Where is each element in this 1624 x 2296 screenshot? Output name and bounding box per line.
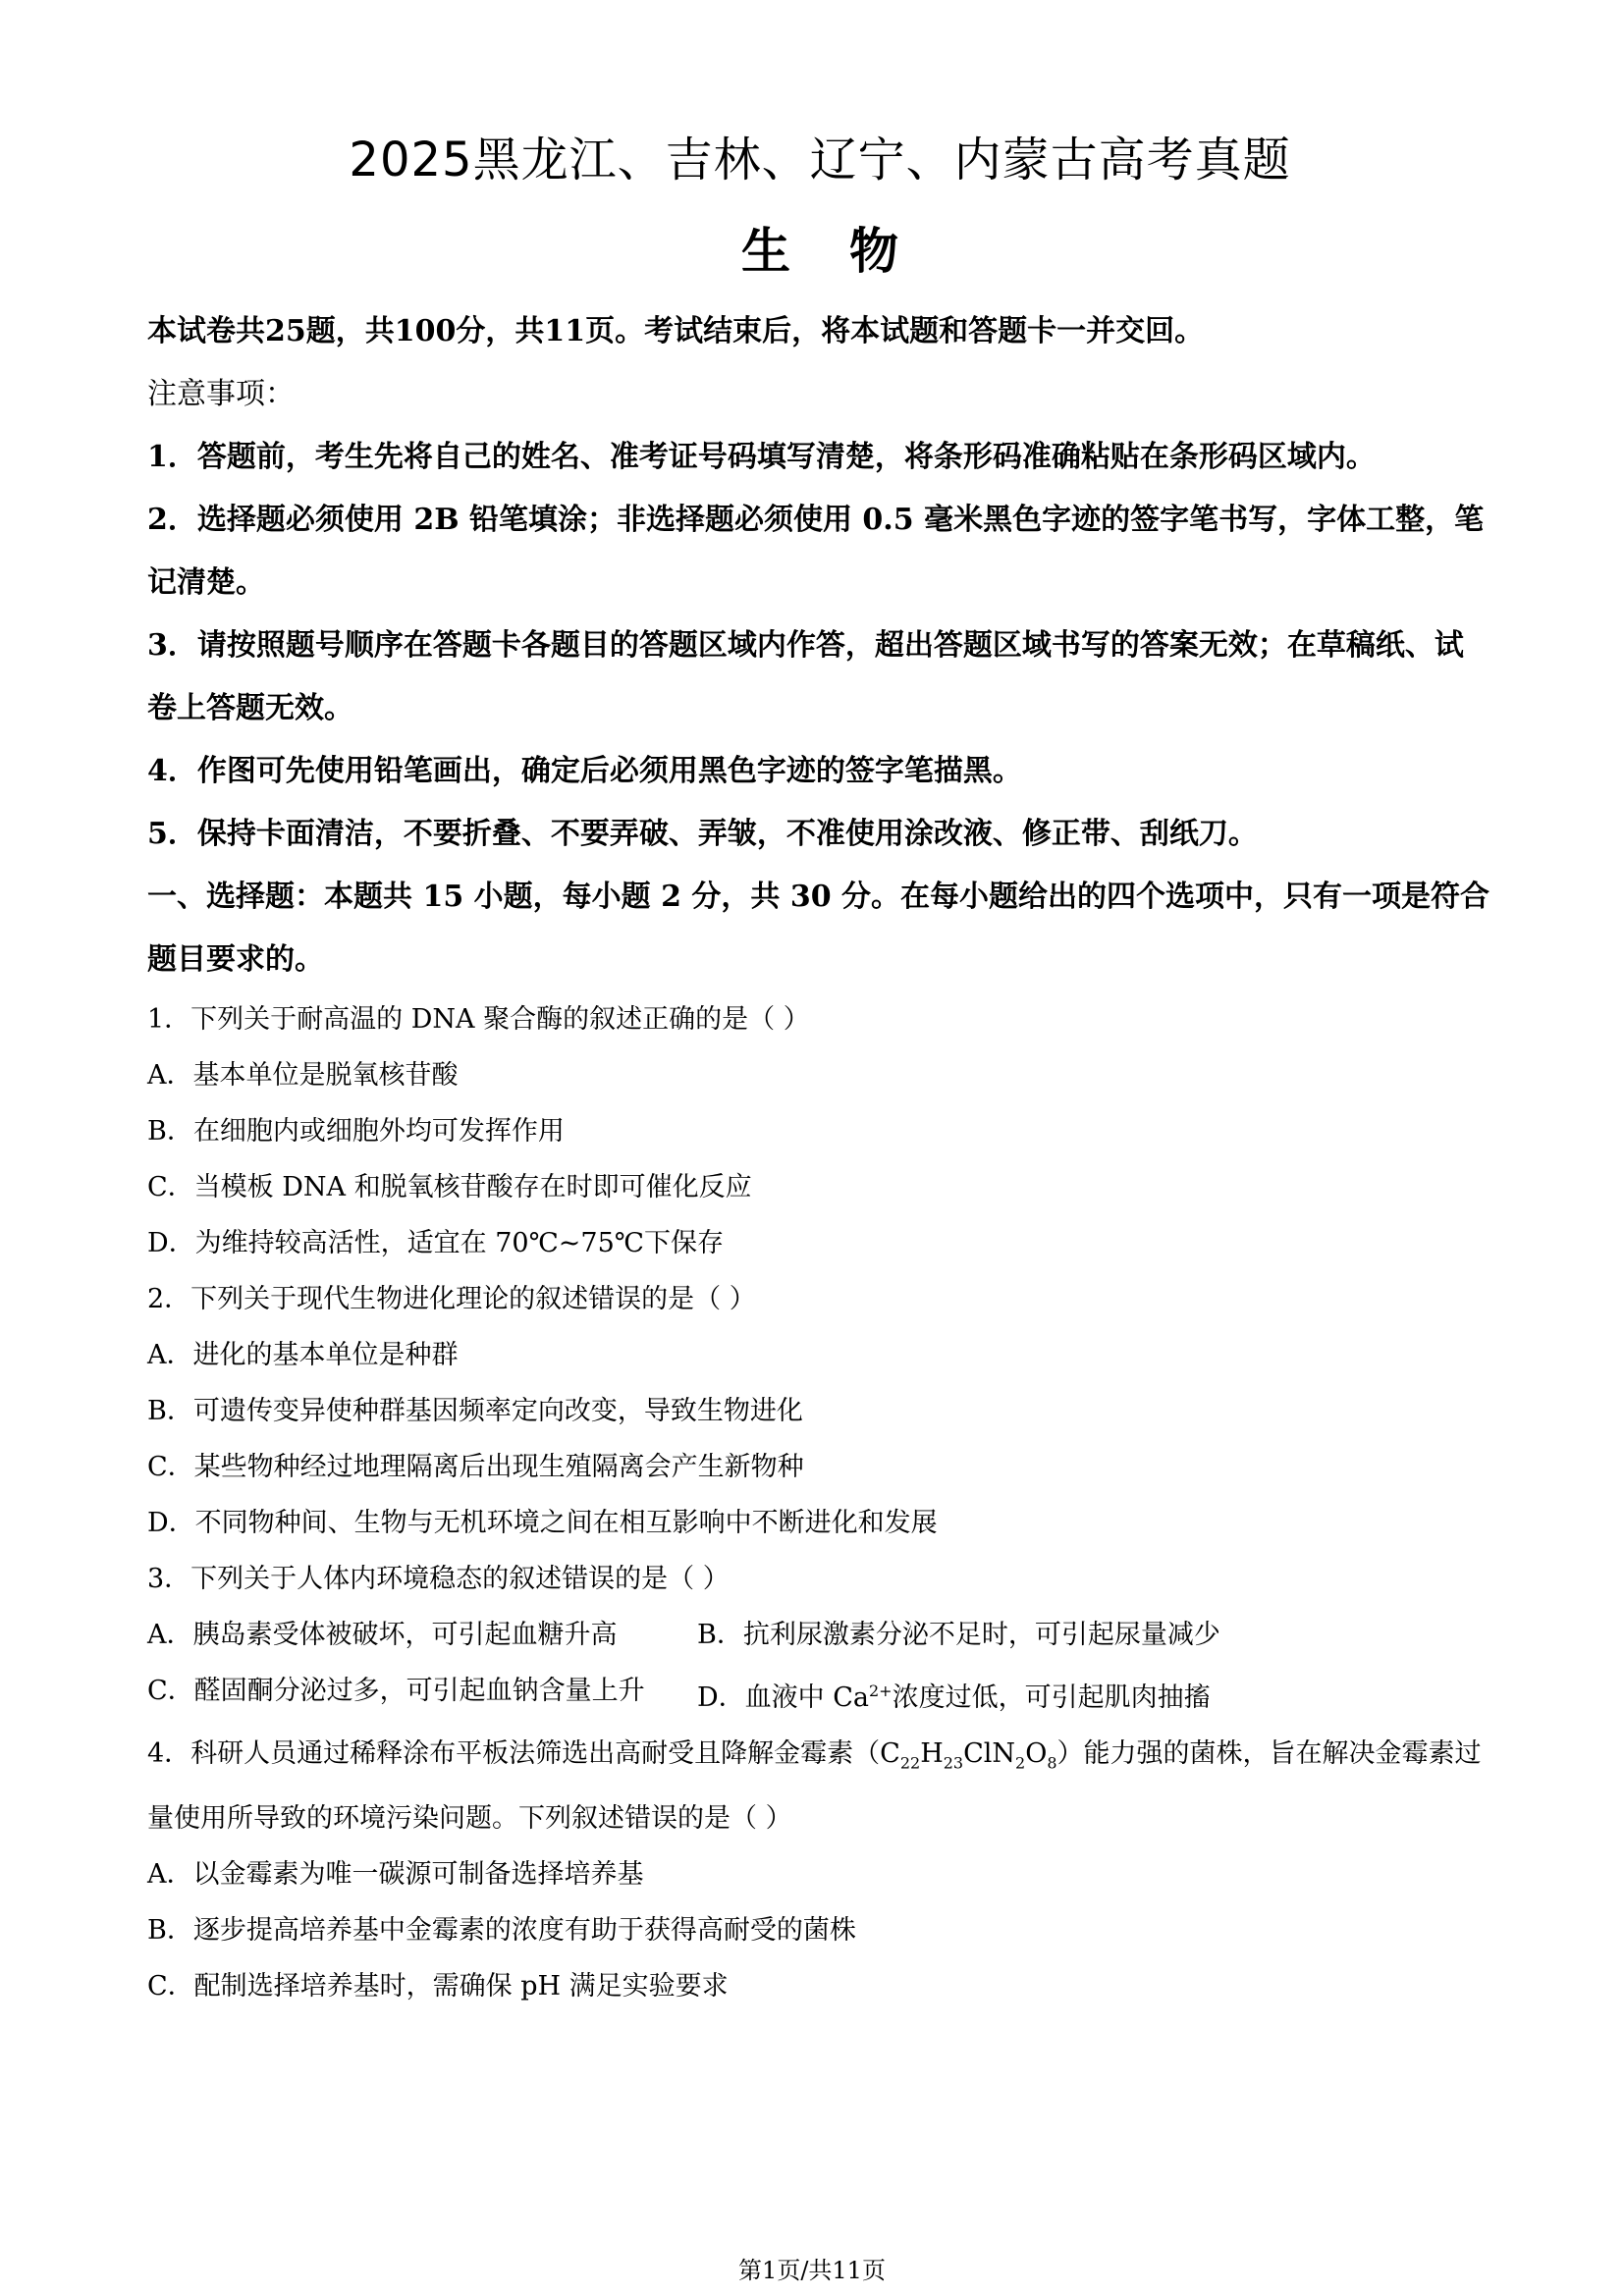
question-option: C．某些物种经过地理隔离后出现生殖隔离会产生新物种 — [147, 1452, 804, 1482]
question-option: B．抗利尿激素分泌不足时，可引起尿量减少 — [697, 1620, 1220, 1650]
option-row — [147, 1663, 1492, 1726]
question-option: A．基本单位是脱氧核苷酸 — [147, 1060, 459, 1091]
question-option: D．血液中 $Ca^{2+}$浓度过低，可引起肌肉抽搐 — [697, 1682, 1211, 1713]
exam-intro: 本试卷共25题，共100分，共11页。考试结束后，将本试题和答题卡一并交回。 — [147, 314, 1205, 348]
notice-item: 1．答题前，考生先将自己的姓名、准考证号码填写清楚，将条形码准确粘贴在条形码区域内。 — [147, 440, 1376, 474]
section-heading: 一、选择题：本题共 15 小题，每小题 2 分，共 30 分。在每小题给出的四个选项中，只有一项是符合题目要求的。 — [147, 880, 1490, 977]
question-option: D．不同物种间、生物与无机环境之间在相互影响中不断进化和发展 — [147, 1508, 938, 1538]
notice-heading: 注意事项： — [147, 377, 295, 411]
question-option: D．为维持较高活性，适宜在 70℃~75℃下保存 — [147, 1228, 724, 1258]
question-option: B．逐步提高培养基中金霉素的浓度有助于获得高耐受的菌株 — [147, 1915, 856, 1947]
notice-item: 4．作图可先使用铅笔画出，确定后必须用黑色字迹的签字笔描黑。 — [147, 754, 1022, 788]
question-option: C．醛固酮分泌过多，可引起血钠含量上升 — [147, 1676, 645, 1706]
option-row — [147, 1607, 1492, 1663]
notice-item: 2．选择题必须使用 2B 铅笔填涂；非选择题必须使用 0.5 毫米黑色字迹的签字笔书写，字体工整，笔记清楚。 — [147, 503, 1485, 600]
question-option: B．可遗传变异使种群基因频率定向改变，导致生物进化 — [147, 1396, 803, 1426]
question-stem: 2．下列关于现代生物进化理论的叙述错误的是（ ） — [147, 1284, 756, 1314]
question-option: A．进化的基本单位是种群 — [147, 1340, 459, 1370]
page-number: 第1页/共11页 — [738, 2257, 886, 2284]
question-option: C．配制选择培养基时，需确保 pH 满足实验要求 — [147, 1971, 729, 2002]
question-option: A．以金霉素为唯一碳源可制备选择培养基 — [147, 1859, 644, 1891]
subject-title: 生物 — [741, 223, 957, 280]
question-option: B．在细胞内或细胞外均可发挥作用 — [147, 1116, 565, 1147]
question-stem: 4．科研人员通过稀释涂布平板法筛选出高耐受且降解金霉素$(C_{22}H_{23}ClN_2O_8)$能力强的菌株，旨在解决金霉素过量使用所导致的环境污染问题。下列叙述错误的是（ ） — [147, 1738, 1482, 1835]
exam-page — [147, 118, 1492, 2014]
notice-item: 5．保持卡面清洁，不要折叠、不要弄破、弄皱，不准使用涂改液、修正带、刮纸刀。 — [147, 817, 1258, 851]
question-stem: 1．下列关于耐高温的 DNA 聚合酶的叙述正确的是（ ） — [147, 1004, 810, 1035]
question-option: A．胰岛素受体被破坏，可引起血糖升高 — [147, 1620, 618, 1650]
exam-title: 2025黑龙江、吉林、辽宁、内蒙古高考真题 — [349, 133, 1291, 187]
question-stem: 3．下列关于人体内环境稳态的叙述错误的是（ ） — [147, 1564, 730, 1594]
notice-item: 3．请按照题号顺序在答题卡各题目的答题区域内作答，超出答题区域书写的答案无效；在草稿纸、试卷上答题无效。 — [147, 628, 1464, 725]
question-option: C．当模板 DNA 和脱氧核苷酸存在时即可催化反应 — [147, 1172, 752, 1202]
